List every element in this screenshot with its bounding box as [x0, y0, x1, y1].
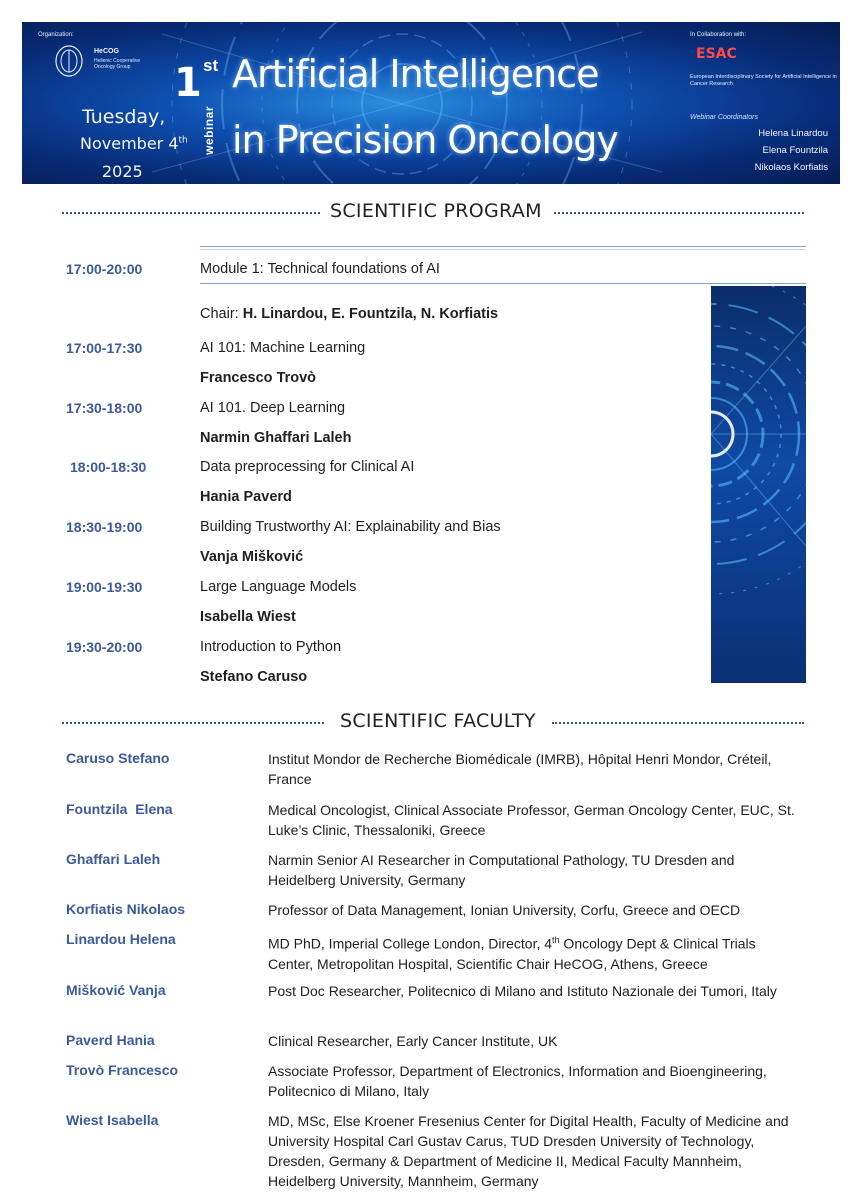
webinar-day: Tuesday,	[82, 106, 166, 128]
faculty-name: Ghaffari Laleh	[66, 851, 161, 867]
module-title: Module 1: Technical foundations of AI	[200, 261, 440, 277]
circuit-side-graphic	[711, 286, 806, 683]
hecog-logo-icon	[54, 44, 84, 78]
faculty-name: Fountzila Elena	[66, 801, 173, 817]
faculty-affiliation: Associate Professor, Department of Electronics, Information and Bioengineering, Politecnico di Milano, Italy	[268, 1063, 767, 1099]
coordinator-name: Elena Fountzila	[762, 145, 828, 156]
banner-title-line1: Artificial Intelligence	[232, 52, 599, 96]
coordinator-name: Nikolaos Korfiatis	[754, 162, 828, 173]
webinar-ordinal-suffix: st	[203, 56, 219, 75]
faculty-affiliation: Narmin Senior AI Researcher in Computational Pathology, TU Dresden and Heidelberg University, Germany	[268, 852, 735, 888]
divider-dots	[554, 212, 804, 214]
program-heading: SCIENTIFIC PROGRAM	[330, 200, 542, 222]
coordinator-name: Helena Linardou	[758, 128, 828, 139]
affiliation-superscript: th	[552, 935, 560, 945]
faculty-section-header	[62, 710, 804, 734]
faculty-name: Paverd Hania	[66, 1032, 155, 1048]
org-name: HeCOG	[94, 48, 119, 55]
faculty-affiliation: Medical Oncologist, Clinical Associate Professor, German Oncology Center, EUC, St. Luke’s Clinic, Thessaloniki, Greece	[268, 802, 795, 838]
faculty-affiliation: Institut Mondor de Recherche Biomédicale (IMRB), Hôpital Henri Mondor, Créteil, France	[268, 751, 772, 787]
session-speaker: Narmin Ghaffari Laleh	[200, 430, 352, 446]
webinar-ordinal: 1	[174, 60, 202, 106]
webinar-word: webinar	[202, 106, 216, 155]
session-time: 17:30-18:00	[66, 400, 143, 416]
collaboration-label: In Collaboration with:	[690, 32, 747, 38]
chair-names: H. Linardou, E. Fountzila, N. Korfiatis	[242, 306, 499, 322]
faculty-heading: SCIENTIFIC FACULTY	[340, 710, 536, 732]
faculty-affiliation: MD, MSc, Else Kroener Fresenius Center for Digital Health, Faculty of Medicine and University Hospital Carl Gustav Carus, TUD Dresden University of Technology, Dresden, Germany & Department of Medicine II, Medical Faculty Mannheim, Heidelberg University, Mannheim, Germany	[268, 1113, 789, 1189]
divider-dots	[552, 722, 804, 724]
faculty-name: Caruso Stefano	[66, 750, 170, 766]
faculty-name: Trovò Francesco	[66, 1062, 179, 1078]
webinar-date: November 4th	[80, 134, 188, 153]
chair-line	[200, 306, 498, 322]
session-title: AI 101. Deep Learning	[200, 400, 346, 416]
faculty-affiliation: Post Doc Researcher, Politecnico di Milano and Istituto Nazionale dei Tumori, Italy	[268, 983, 777, 999]
date-superscript: th	[178, 135, 188, 146]
esac-logo-text: ESAC	[696, 46, 737, 62]
session-title: Building Trustworthy AI: Explainability and Bias	[200, 519, 501, 535]
faculty-name: Mišković Vanja	[66, 982, 166, 998]
session-speaker: Francesco Trovò	[200, 370, 317, 386]
header-banner	[22, 22, 840, 184]
session-time: 17:00-17:30	[66, 340, 143, 356]
circuit-arcs	[711, 286, 806, 683]
chair-label: Chair:	[200, 306, 239, 322]
faculty-affiliation: Professor of Data Management, Ionian University, Corfu, Greece and OECD	[268, 902, 741, 918]
session-speaker: Stefano Caruso	[200, 669, 308, 685]
session-time: 19:30-20:00	[66, 639, 143, 655]
coordinators-label: Webinar Coordinators	[690, 114, 758, 121]
session-title: Large Language Models	[200, 579, 357, 595]
session-speaker: Isabella Wiest	[200, 609, 296, 625]
org-subtitle: Hellenic Cooperative Oncology Group	[94, 58, 141, 70]
session-time: 19:00-19:30	[66, 579, 143, 595]
divider-dots	[62, 722, 324, 724]
organization-label: Organization:	[38, 32, 74, 38]
module-time: 17:00-20:00	[66, 261, 143, 277]
session-speaker: Hania Paverd	[200, 489, 292, 505]
faculty-name: Wiest Isabella	[66, 1112, 159, 1128]
esac-subtitle: European Interdisciplinary Society for Artificial Intelligence in Cancer Research	[690, 74, 837, 87]
faculty-name: Linardou Helena	[66, 931, 176, 947]
divider-dots	[62, 212, 320, 214]
faculty-affiliation: Clinical Researcher, Early Cancer Institute, UK	[268, 1033, 558, 1049]
session-speaker: Vanja Mišković	[200, 549, 304, 565]
program-section-header	[62, 200, 804, 224]
webinar-year: 2025	[102, 162, 143, 181]
session-title: AI 101: Machine Learning	[200, 340, 366, 356]
banner-title-line2: in Precision Oncology	[232, 118, 618, 162]
session-title: Introduction to Python	[200, 639, 342, 655]
session-time: 18:00-18:30	[70, 459, 147, 475]
session-time: 18:30-19:00	[66, 519, 143, 535]
faculty-affiliation: MD PhD, Imperial College London, Director, 4th Oncology Dept & Clinical Trials Center, Metropolitan Hospital, Scientific Chair HeCOG, Athens, Greece	[268, 935, 756, 972]
faculty-name: Korfiatis Nikolaos	[66, 901, 186, 917]
session-title: Data preprocessing for Clinical AI	[200, 459, 415, 475]
